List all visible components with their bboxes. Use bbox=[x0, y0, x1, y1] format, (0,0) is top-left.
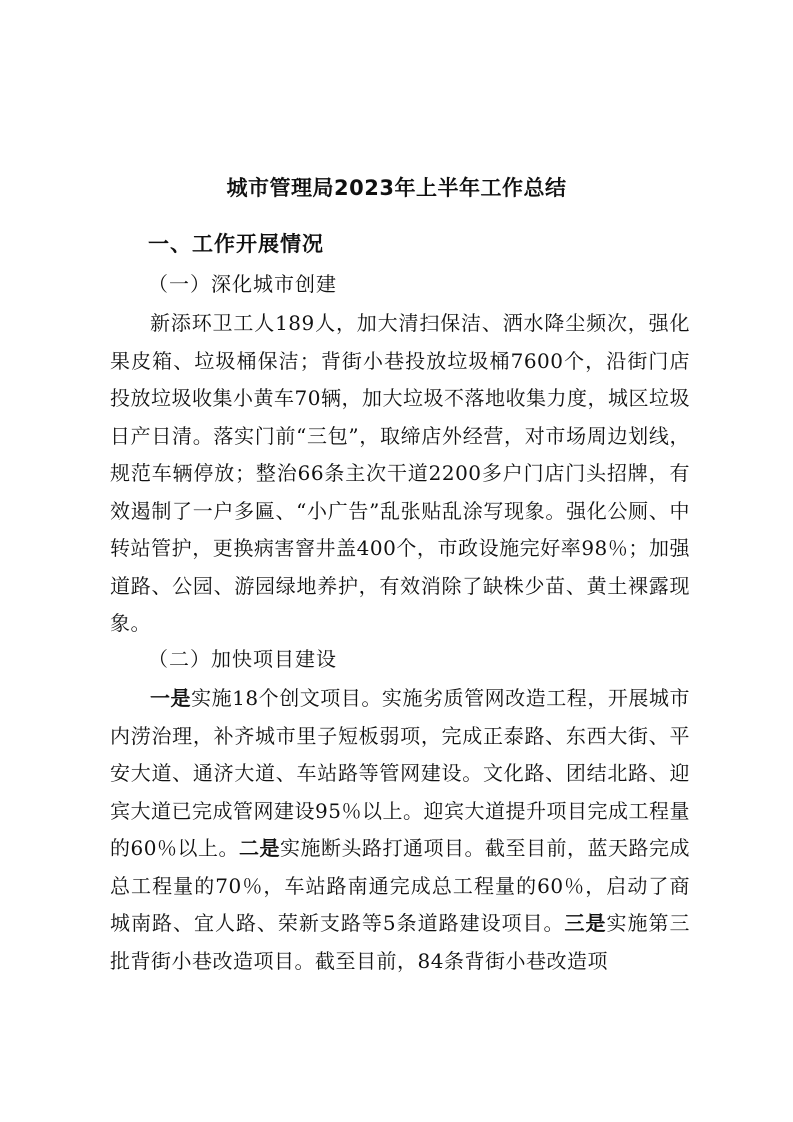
subsection-heading-2: （二）加快项目建设 bbox=[148, 647, 337, 671]
text-first: 实施18个创文项目。实施劣质管网改造工程，开展城市内涝治理，补齐城市里子短板弱项，完成正泰路、东西大街、平安大道、通济大道、车站路等管网建设。文化路、团结北路、迎宾大道已完成管网建设95％以上。迎宾大道提升项目完成工程量的60％以上。 bbox=[110, 686, 691, 860]
section-heading: 一、工作开展情况 bbox=[148, 232, 324, 256]
document-title: 城市管理局2023年上半年工作总结 bbox=[226, 176, 567, 200]
lead-second: 二是 bbox=[238, 836, 280, 860]
subsection-heading-1: （一）深化城市创建 bbox=[148, 272, 337, 296]
text-second: 实施断头路打通项目。截至目前，蓝天路完成总工程量的70％，车站路南通完成总工程量的60％，启动了商城南路、宜人路、荣新支路等5条道路建设项目。 bbox=[110, 836, 691, 935]
paragraph-project-construction bbox=[110, 680, 690, 980]
lead-third: 三是 bbox=[564, 911, 607, 935]
lead-first: 一是 bbox=[150, 686, 192, 710]
text-third: 实施第三批背街小巷改造项目。截至目前，84条背街小巷改造项 bbox=[110, 911, 691, 973]
paragraph-city-creation: 新添环卫工人189人，加大清扫保洁、洒水降尘频次，强化果皮箱、垃圾桶保洁；背街小巷投放垃圾桶7600个，沿街门店投放垃圾收集小黄车70辆，加大垃圾不落地收集力度，城区垃圾日产日清。落实门前“三包”，取缔店外经营，对市场周边划线，规范车辆停放；整治66条主次干道2200多户门店门头招牌，有效遏制了一户多匾、“小广告”乱张贴乱涂写现象。强化公厕、中转站管护，更换病害窨井盖400个，市政设施完好率98％；加强道路、公园、游园绿地养护，有效消除了缺株少苗、黄土裸露现象。 bbox=[110, 311, 690, 635]
